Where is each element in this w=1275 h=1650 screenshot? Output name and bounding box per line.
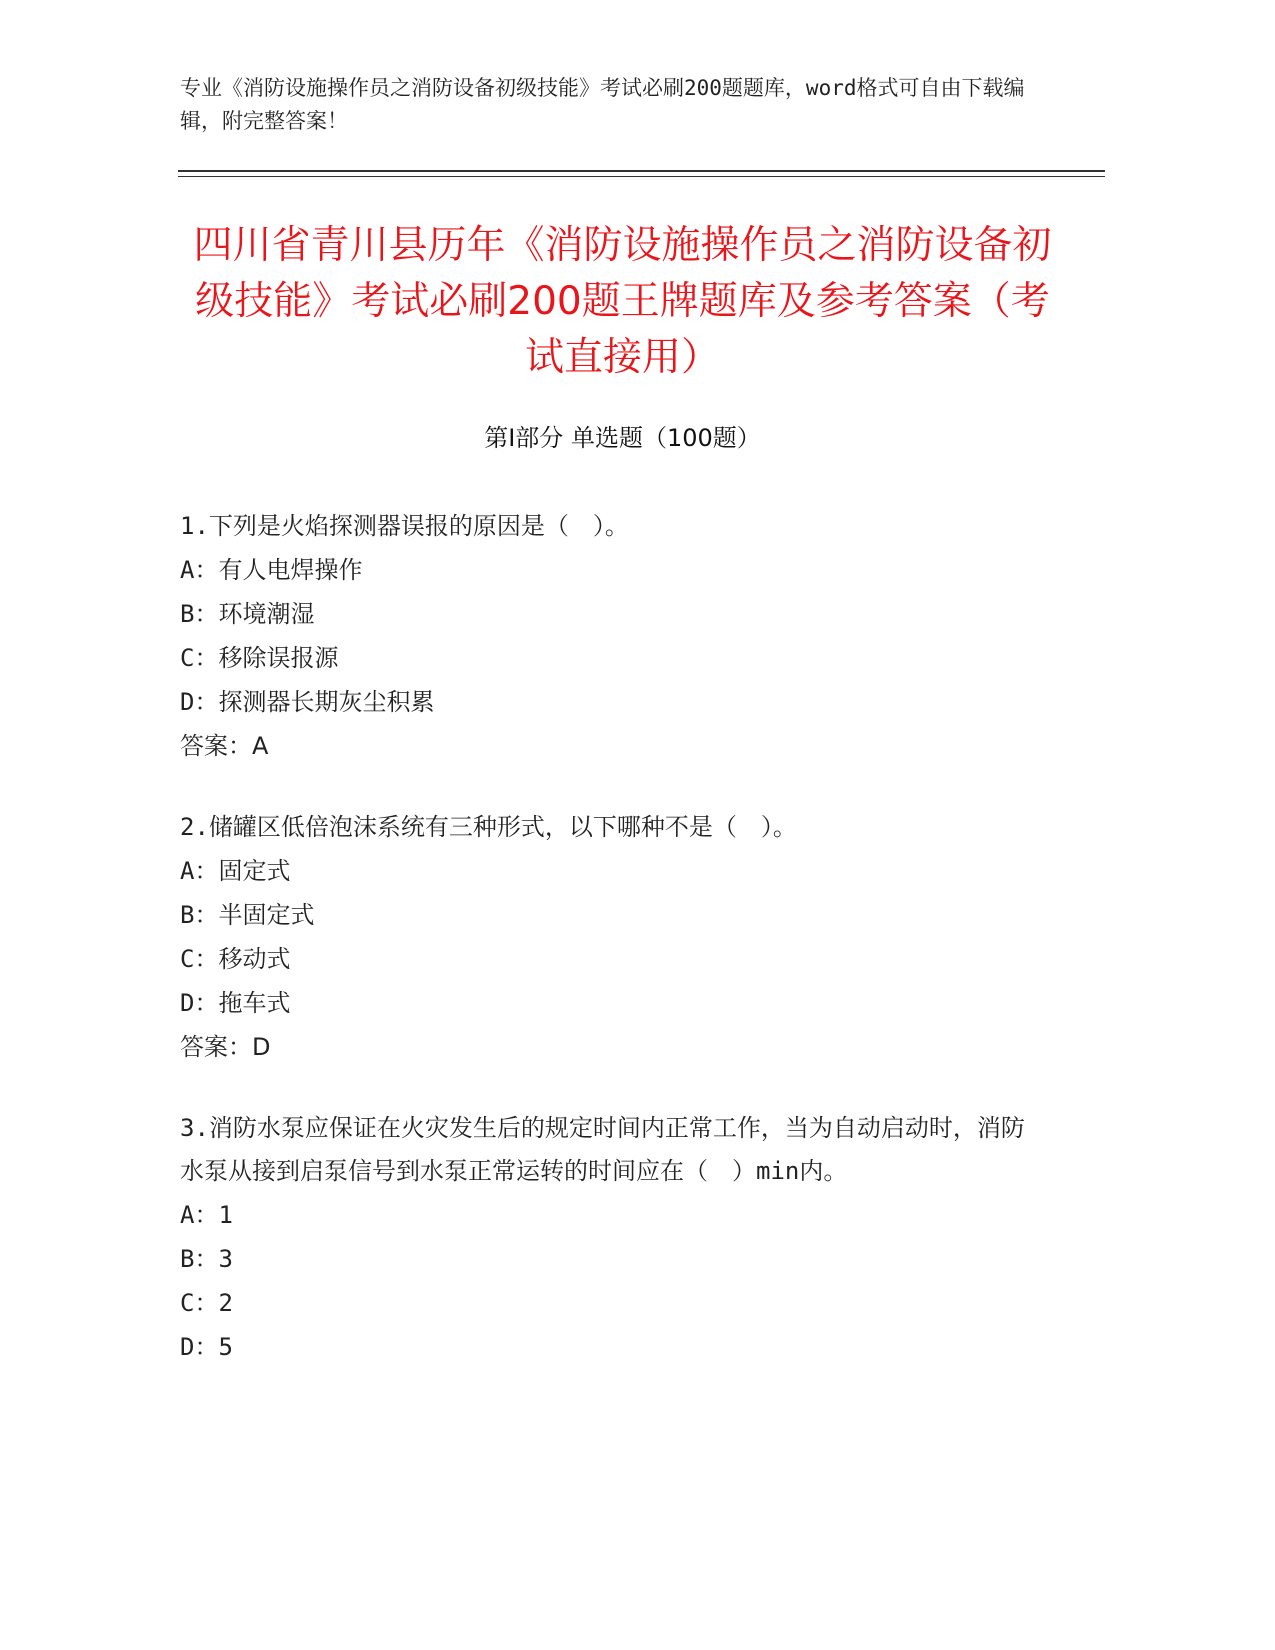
question-stem: 2.储罐区低倍泡沫系统有三种形式，以下哪种不是（ ）。 [180,813,797,841]
option-d: D：拖车式 [180,989,291,1017]
option-a: A：有人电焊操作 [180,556,363,584]
option-a: A：1 [180,1201,233,1229]
section-heading: 第Ⅰ部分 单选题（100题） [484,424,761,452]
option-d: D：探测器长期灰尘积累 [180,688,435,716]
document-title: 四川省青川县历年《消防设施操作员之消防设备初级技能》考试必刷200题王牌题库及参考答案（考试直接用） [193,223,1052,380]
header-note: 专业《消防设施操作员之消防设备初级技能》考试必刷200题题库，word格式可自由下载编辑，附完整答案！ [180,76,1025,133]
answer: 答案：D [180,1033,271,1061]
option-d: D：5 [180,1333,233,1361]
question-list [180,505,1040,1407]
header-divider-thin [178,176,1105,177]
option-b: B：3 [180,1245,233,1273]
question-stem: 1.下列是火焰探测器误报的原因是（ ）。 [180,512,629,540]
option-a: A：固定式 [180,857,291,885]
question-3 [180,1107,1040,1369]
question-stem: 3.消防水泵应保证在火灾发生后的规定时间内正常工作，当为自动启动时，消防水泵从接到启泵信号到水泵正常运转的时间应在（ ）min内。 [180,1114,1025,1185]
header-divider-thick [178,170,1105,172]
option-c: C：移除误报源 [180,644,339,672]
option-b: B：环境潮湿 [180,600,315,628]
option-c: C：移动式 [180,945,291,973]
option-c: C：2 [180,1289,233,1317]
option-b: B：半固定式 [180,901,315,929]
question-1 [180,505,1040,768]
answer: 答案：A [180,732,269,760]
question-2 [180,806,1040,1069]
